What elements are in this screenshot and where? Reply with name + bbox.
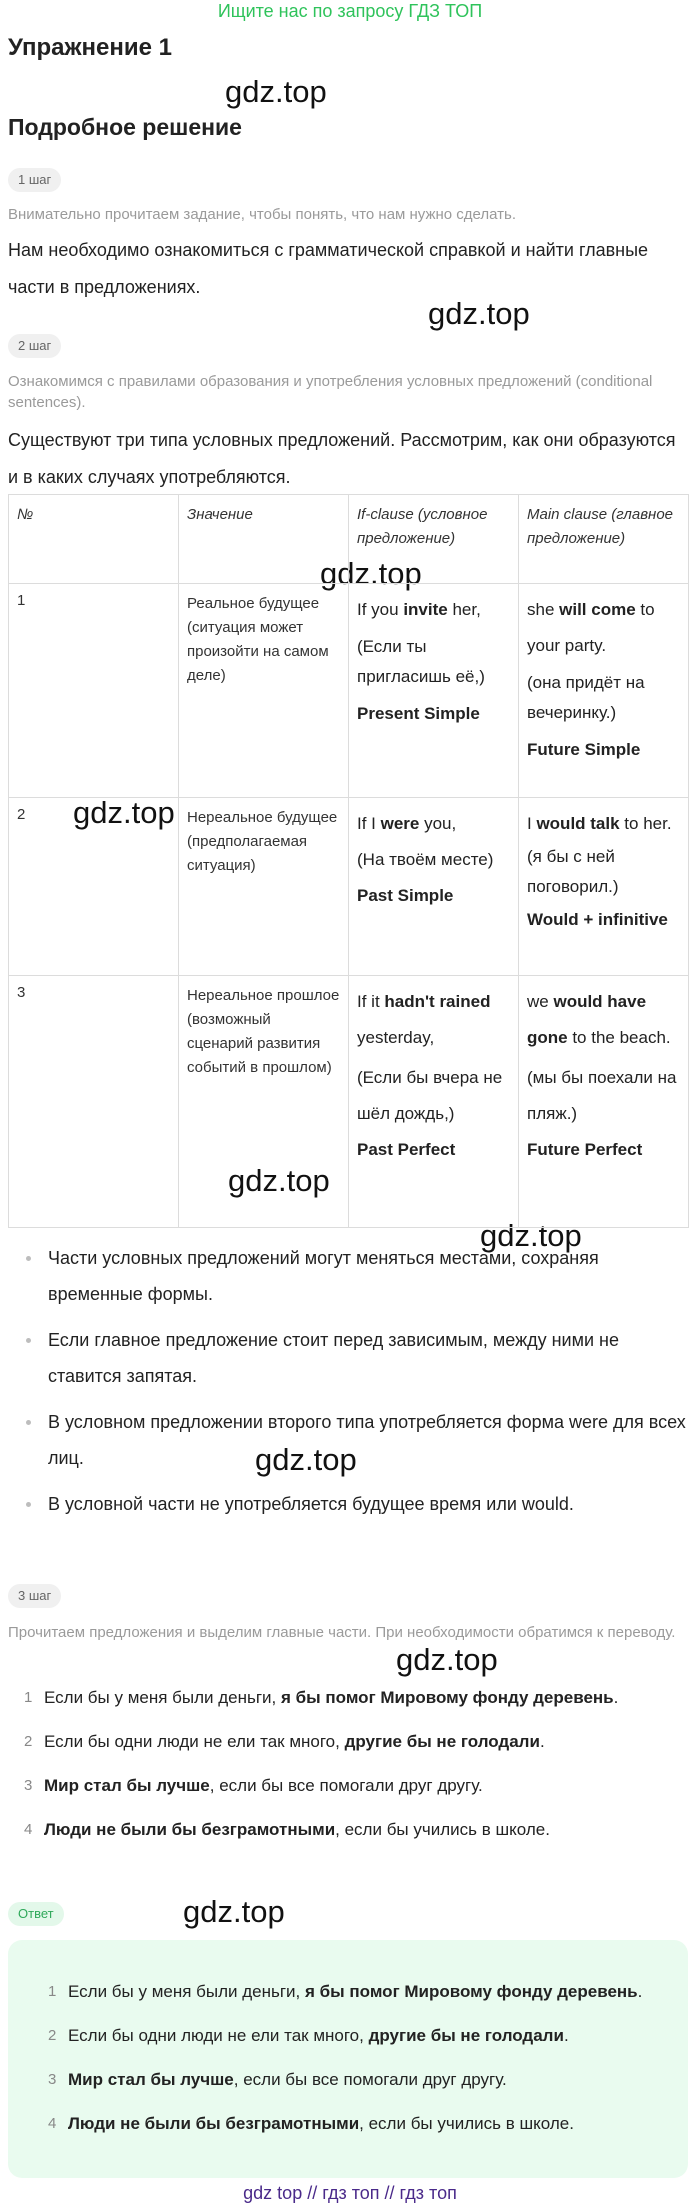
- list-item: В условной части не употребляется будущее время или would.: [8, 1486, 688, 1522]
- watermark: gdz.top: [225, 74, 327, 109]
- watermark: gdz.top: [183, 1894, 285, 1929]
- list-item: 1 Если бы у меня были деньги, я бы помог Мировому фонду деревень.: [48, 1982, 643, 2001]
- notes-list: [8, 1240, 688, 1532]
- sentences-list: [8, 1684, 688, 1860]
- tense: Past Simple: [357, 886, 454, 905]
- list-item: Если главное предложение стоит перед зависимым, между ними не ставится запятая.: [8, 1322, 688, 1394]
- list-item: 4 Люди не были бы безграмотными, если бы учились в школе.: [24, 1820, 550, 1839]
- list-item: 4 Люди не были бы безграмотными, если бы учились в школе.: [48, 2114, 574, 2133]
- main-clause-cell: [519, 798, 689, 976]
- tense: Future Simple: [527, 740, 641, 759]
- step-badge: 2 шаг: [8, 334, 61, 358]
- step-badge: 3 шаг: [8, 1584, 61, 1608]
- table-header-row: [9, 495, 689, 584]
- main-clause-cell: [519, 584, 689, 798]
- main-clause-cell: [519, 976, 689, 1228]
- example: If it hadn't rained yesterday,: [357, 992, 491, 1047]
- page-title: Упражнение 1: [8, 34, 172, 61]
- translation: (она придёт на вечеринку.): [527, 673, 645, 722]
- list-item: 2 Если бы одни люди не ели так много, другие бы не голодали.: [48, 2026, 569, 2045]
- translation: (Если бы вчера не шёл дождь,): [357, 1068, 503, 1123]
- example: I would talk to her.: [527, 814, 672, 833]
- watermark: gdz.top: [480, 1218, 582, 1253]
- row-meaning: Нереальное будущее (предполагаемая ситуация): [179, 798, 349, 976]
- answer-list: [32, 1978, 682, 2154]
- list-item: В условном предложении второго типа употребляется форма were для всех лиц.: [8, 1404, 688, 1476]
- tense: Future Perfect: [527, 1140, 643, 1159]
- row-number: 3: [9, 976, 179, 1228]
- step-hint: Прочитаем предложения и выделим главные части. При необходимости обратимся к переводу.: [8, 1624, 676, 1641]
- translation: (На твоём месте): [357, 850, 494, 869]
- tense: Present Simple: [357, 704, 480, 723]
- column-header: №: [9, 495, 179, 584]
- column-header: Значение: [179, 495, 349, 584]
- if-clause-cell: [349, 584, 519, 798]
- table-row: [9, 798, 689, 976]
- translation: (я бы с ней поговорил.): [527, 847, 619, 896]
- row-number: 1: [9, 584, 179, 798]
- tense: Past Perfect: [357, 1140, 456, 1159]
- watermark: gdz.top: [73, 795, 175, 830]
- list-item: 3 Мир стал бы лучше, если бы все помогали друг другу.: [48, 2070, 507, 2089]
- translation: (Если ты пригласишь её,): [357, 637, 485, 686]
- if-clause-cell: [349, 976, 519, 1228]
- if-clause-cell: [349, 798, 519, 976]
- tense: Would + infinitive: [527, 910, 668, 929]
- row-meaning: Реальное будущее (ситуация может произойти на самом деле): [179, 584, 349, 798]
- watermark: gdz.top: [428, 296, 530, 331]
- step-text: Нам необходимо ознакомиться с грамматической справкой и найти главные части в предложениях.: [8, 240, 649, 297]
- translation: (мы бы поехали на пляж.): [527, 1068, 677, 1123]
- list-item: 3 Мир стал бы лучше, если бы все помогали друг другу.: [24, 1776, 483, 1795]
- list-item: 1 Если бы у меня были деньги, я бы помог Мировому фонду деревень.: [24, 1688, 619, 1707]
- solution-heading: Подробное решение: [8, 114, 242, 140]
- list-item: 2 Если бы одни люди не ели так много, другие бы не голодали.: [24, 1732, 545, 1751]
- watermark: gdz.top: [228, 1163, 330, 1198]
- column-header: If-clause (условное предложение): [349, 495, 519, 584]
- step-text: Существуют три типа условных предложений. Рассмотрим, как они образуются и в каких случаях употребляются.: [8, 430, 676, 487]
- conditionals-table: [8, 494, 689, 1228]
- step-badge: 1 шаг: [8, 168, 61, 192]
- column-header: Main clause (главное предложение): [519, 495, 689, 584]
- table-row: [9, 976, 689, 1228]
- row-number: 2: [9, 798, 179, 976]
- footer-links[interactable]: gdz top // гдз топ // гдз топ: [243, 2183, 457, 2203]
- answer-badge: Ответ: [8, 1902, 64, 1926]
- example: If you invite her,: [357, 600, 481, 619]
- row-meaning: Нереальное прошлое (возможный сценарий развития событий в прошлом): [179, 976, 349, 1228]
- list-item: Части условных предложений могут меняться местами, сохраняя временные формы.: [8, 1240, 688, 1312]
- example: she will come to your party.: [527, 600, 655, 655]
- watermark: gdz.top: [320, 556, 422, 591]
- step-hint: Ознакомимся с правилами образования и употребления условных предложений (conditional sentences).: [8, 373, 653, 411]
- watermark: gdz.top: [396, 1642, 498, 1677]
- watermark: gdz.top: [255, 1442, 357, 1477]
- step-hint: Внимательно прочитаем задание, чтобы понять, что нам нужно сделать.: [8, 206, 517, 223]
- example: If I were you,: [357, 814, 457, 833]
- example: we would have gone to the beach.: [527, 992, 671, 1047]
- search-banner[interactable]: Ищите нас по запросу ГДЗ ТОП: [217, 1, 483, 21]
- table-row: [9, 584, 689, 798]
